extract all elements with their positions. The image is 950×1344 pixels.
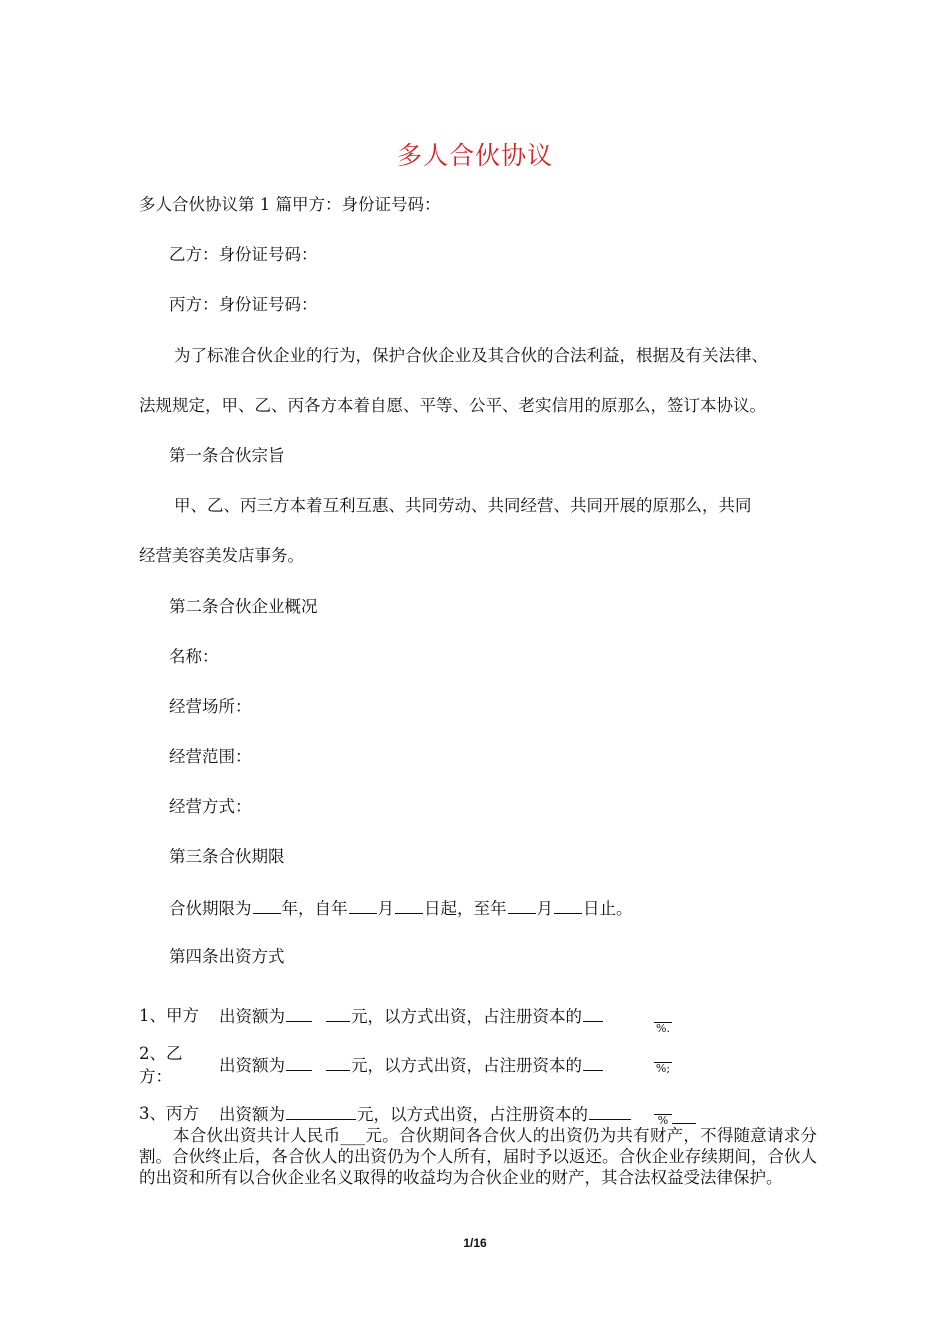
term-text-f: 日止。 xyxy=(583,899,633,918)
contribution-row-b xyxy=(219,1054,604,1077)
term-line xyxy=(169,897,633,920)
amount-blank-2 xyxy=(326,1054,350,1071)
scope-field-label: 经营范围： xyxy=(169,747,252,766)
contribution-row-c-party: 3、丙方 xyxy=(139,1104,199,1123)
contribution-row-a xyxy=(219,1005,604,1028)
percent-c-text: % xyxy=(657,1114,669,1127)
premises-field-label: 经营场所： xyxy=(169,697,252,716)
percent-b-text: %; xyxy=(655,1062,671,1075)
article-3-heading: 第三条合伙期限 xyxy=(169,847,285,866)
preamble-line-1: 为了标准合伙企业的行为，保护合伙企业及其合伙的合法利益，根据及有关法律、 xyxy=(174,346,768,365)
contribution-text: 元，以方式出资，占注册资本的 xyxy=(357,1105,588,1124)
amount-label: 出资额为 xyxy=(219,1105,285,1124)
article-1-heading: 第一条合伙宗旨 xyxy=(169,446,285,465)
start-day-blank xyxy=(395,897,423,914)
ratio-blank xyxy=(589,1103,631,1120)
party-c-line: 丙方：身份证号码： xyxy=(169,295,318,314)
amount-blank-1 xyxy=(286,1005,312,1022)
ratio-blank xyxy=(583,1005,603,1022)
preamble-line-2: 法规规定，甲、乙、丙各方本着自愿、平等、公平、老实信用的原那么，签订本协议。 xyxy=(139,396,766,415)
amount-label: 出资额为 xyxy=(219,1007,285,1026)
term-text-c: 月 xyxy=(377,899,394,918)
party-b-line: 乙方：身份证号码： xyxy=(169,245,318,264)
term-text-b: 年，自年 xyxy=(281,899,348,918)
party-a-line: 多人合伙协议第 1 篇甲方：身份证号码： xyxy=(139,195,441,214)
term-text-e: 月 xyxy=(536,899,553,918)
amount-blank-2 xyxy=(326,1005,350,1022)
contribution-paragraph: 本合伙出资共计人民币___元。合伙期间各合伙人的出资仍为共有财产，不得随意请求分割。合伙终止后，各合伙人的出资仍为个人所有，届时予以返还。合伙企业存续期间，合伙人的出资和所有以合伙企业名义取得的收益均为合伙企业的财产，其合法权益受法律保护。 xyxy=(139,1126,817,1187)
percent-a xyxy=(654,1012,672,1035)
term-text-d: 日起，至年 xyxy=(424,899,507,918)
percent-c xyxy=(654,1104,672,1127)
years-blank xyxy=(253,897,281,914)
percent-b xyxy=(654,1052,672,1075)
article-2-heading: 第二条合伙企业概况 xyxy=(169,597,318,616)
page-number: 1/16 xyxy=(463,1236,487,1250)
percent-a-text: %. xyxy=(656,1022,670,1035)
term-text-a: 合伙期限为 xyxy=(169,899,252,918)
start-month-blank xyxy=(349,897,377,914)
article-4-heading: 第四条出资方式 xyxy=(169,947,285,966)
end-month-blank xyxy=(508,897,536,914)
article-1-text-2: 经营美容美发店事务。 xyxy=(139,546,304,565)
amount-blank xyxy=(286,1103,356,1120)
amount-label: 出资额为 xyxy=(219,1056,285,1075)
name-field-label: 名称： xyxy=(169,647,219,666)
end-day-blank xyxy=(554,897,582,914)
contribution-row-b-party-1: 2、乙 xyxy=(139,1044,183,1063)
contribution-row-a-party: 1、甲方 xyxy=(139,1006,199,1025)
document-title: 多人合伙协议 xyxy=(396,141,553,170)
ratio-underline-tail xyxy=(672,1123,696,1124)
contribution-text: 元，以方式出资，占注册资本的 xyxy=(351,1056,582,1075)
contribution-row-c xyxy=(219,1103,632,1126)
mode-field-label: 经营方式： xyxy=(169,797,252,816)
contribution-text: 元，以方式出资，占注册资本的 xyxy=(351,1007,582,1026)
article-1-text-1: 甲、乙、丙三方本着互利互惠、共同劳动、共同经营、共同开展的原那么，共同 xyxy=(174,496,752,515)
contribution-row-b-party-2: 方： xyxy=(139,1067,172,1086)
ratio-blank xyxy=(583,1054,603,1071)
amount-blank-1 xyxy=(286,1054,312,1071)
